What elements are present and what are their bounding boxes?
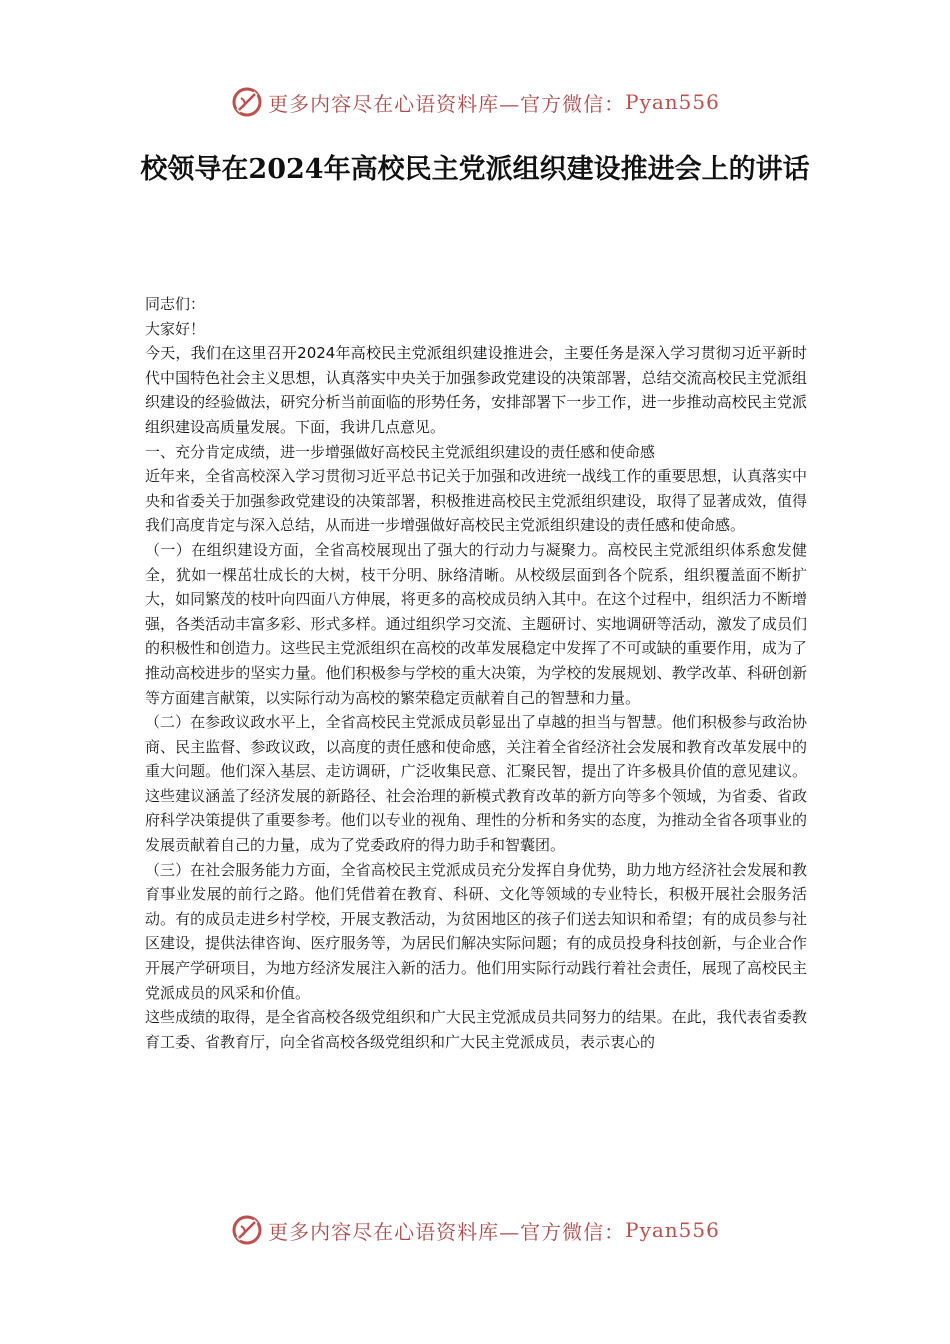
body-paragraph: （二）在参政议政水平上，全省高校民主党派成员彰显出了卓越的担当与智慧。他们积极参与政治协商、民主监督、参政议政，以高度的责任感和使命感，关注着全省经济社会发展和教育改革发展中的重大问题。他们深入基层、走访调研，广泛收集民意、汇聚民智，提出了许多极具价值的意见建议。这些建议涵盖了经济发展的新路径、社会治理的新模式教育改革的新方向等多个领域，为省委、省政府科学决策提供了重要参考。他们以专业的视角、理性的分析和务实的态度，为推动全省各项事业的发展贡献着自己的力量，成为了党委政府的得力助手和智囊团。 (145, 713, 807, 855)
body-paragraph: （三）在社会服务能力方面，全省高校民主党派成员充分发挥自身优势，助力地方经济社会发展和教育事业发展的前行之路。他们凭借着在教育、科研、文化等领域的专业特长，积极开展社会服务活动。有的成员走进乡村学校，开展支教活动，为贫困地区的孩子们送去知识和希望；有的成员参与社区建设，提供法律咨询、医疗服务等，为居民们解决实际问题；有的成员投身科技创新，与企业合作开展产学研项目，为地方经济发展注入新的活力。他们用实际行动践行着社会责任，展现了高校民主党派成员的风采和价值。 (145, 860, 807, 1002)
banner-text: 更多内容尽在心语资料库—官方微信： (268, 91, 626, 116)
header-banner (0, 82, 950, 122)
banner-text: 更多内容尽在心语资料库—官方微信： (268, 1219, 626, 1244)
greeting: 同志们： (145, 295, 206, 313)
body-paragraph: （一）在组织建设方面，全省高校展现出了强大的行动力与凝聚力。高校民主党派组织体系愈发健全，犹如一棵茁壮成长的大树，枝干分明、脉络清晰。从校级层面到各个院系，组织覆盖面不断扩大，如同繁茂的枝叶向四面八方伸展，将更多的高校成员纳入其中。在这个过程中，组织活力不断增强，各类活动丰富多彩、形式多样。通过组织学习交流、主题研讨、实地调研等活动，激发了成员们的积极性和创造力。这些民主党派组织在高校的改革发展稳定中发挥了不可或缺的重要作用，成为了推动高校进步的坚实力量。他们积极参与学校的重大决策，为学校的发展规划、教学改革、科研创新等方面建言献策，以实际行动为高校的繁荣稳定贡献着自己的智慧和力量。 (145, 540, 807, 707)
body-paragraph: 这些成绩的取得，是全省高校各级党组织和广大民主党派成员共同努力的结果。在此，我代表省委教育工委、省教育厅，向全省高校各级党组织和广大民主党派成员，表示衷心的 (145, 1008, 807, 1051)
section-heading: 一、充分肯定成绩，进一步增强做好高校民主党派组织建设的责任感和使命感 (145, 442, 656, 461)
footer-banner (0, 1210, 950, 1250)
banner-wechat-id: Pyan556 (625, 90, 720, 114)
salutation: 大家好！ (145, 319, 206, 338)
document-body (145, 292, 807, 1054)
brush-logo-icon (230, 85, 264, 119)
brush-logo-icon (230, 1213, 264, 1247)
intro-paragraph: 今天，我们在这里召开2024年高校民主党派组织建设推进会，主要任务是深入学习贯彻习近平新时代中国特色社会主义思想，认真落实中央关于加强参政党建设的决策部署，总结交流高校民主党派组织建设的经验做法，研究分析当前面临的形势任务，安排部署下一步工作，进一步推动高校民主党派组织建设高质量发展。下面，我讲几点意见。 (145, 344, 807, 436)
body-paragraph: 近年来，全省高校深入学习贯彻习近平总书记关于加强和改进统一战线工作的重要思想，认真落实中央和省委关于加强参政党建设的决策部署，积极推进高校民主党派组织建设，取得了显著成效，值得我们高度肯定与深入总结，从而进一步增强做好高校民主党派组织建设的责任感和使命感。 (145, 467, 807, 535)
document-title: 校领导在2024年高校民主党派组织建设推进会上的讲话 (140, 154, 810, 185)
banner-wechat-id: Pyan556 (625, 1218, 720, 1242)
